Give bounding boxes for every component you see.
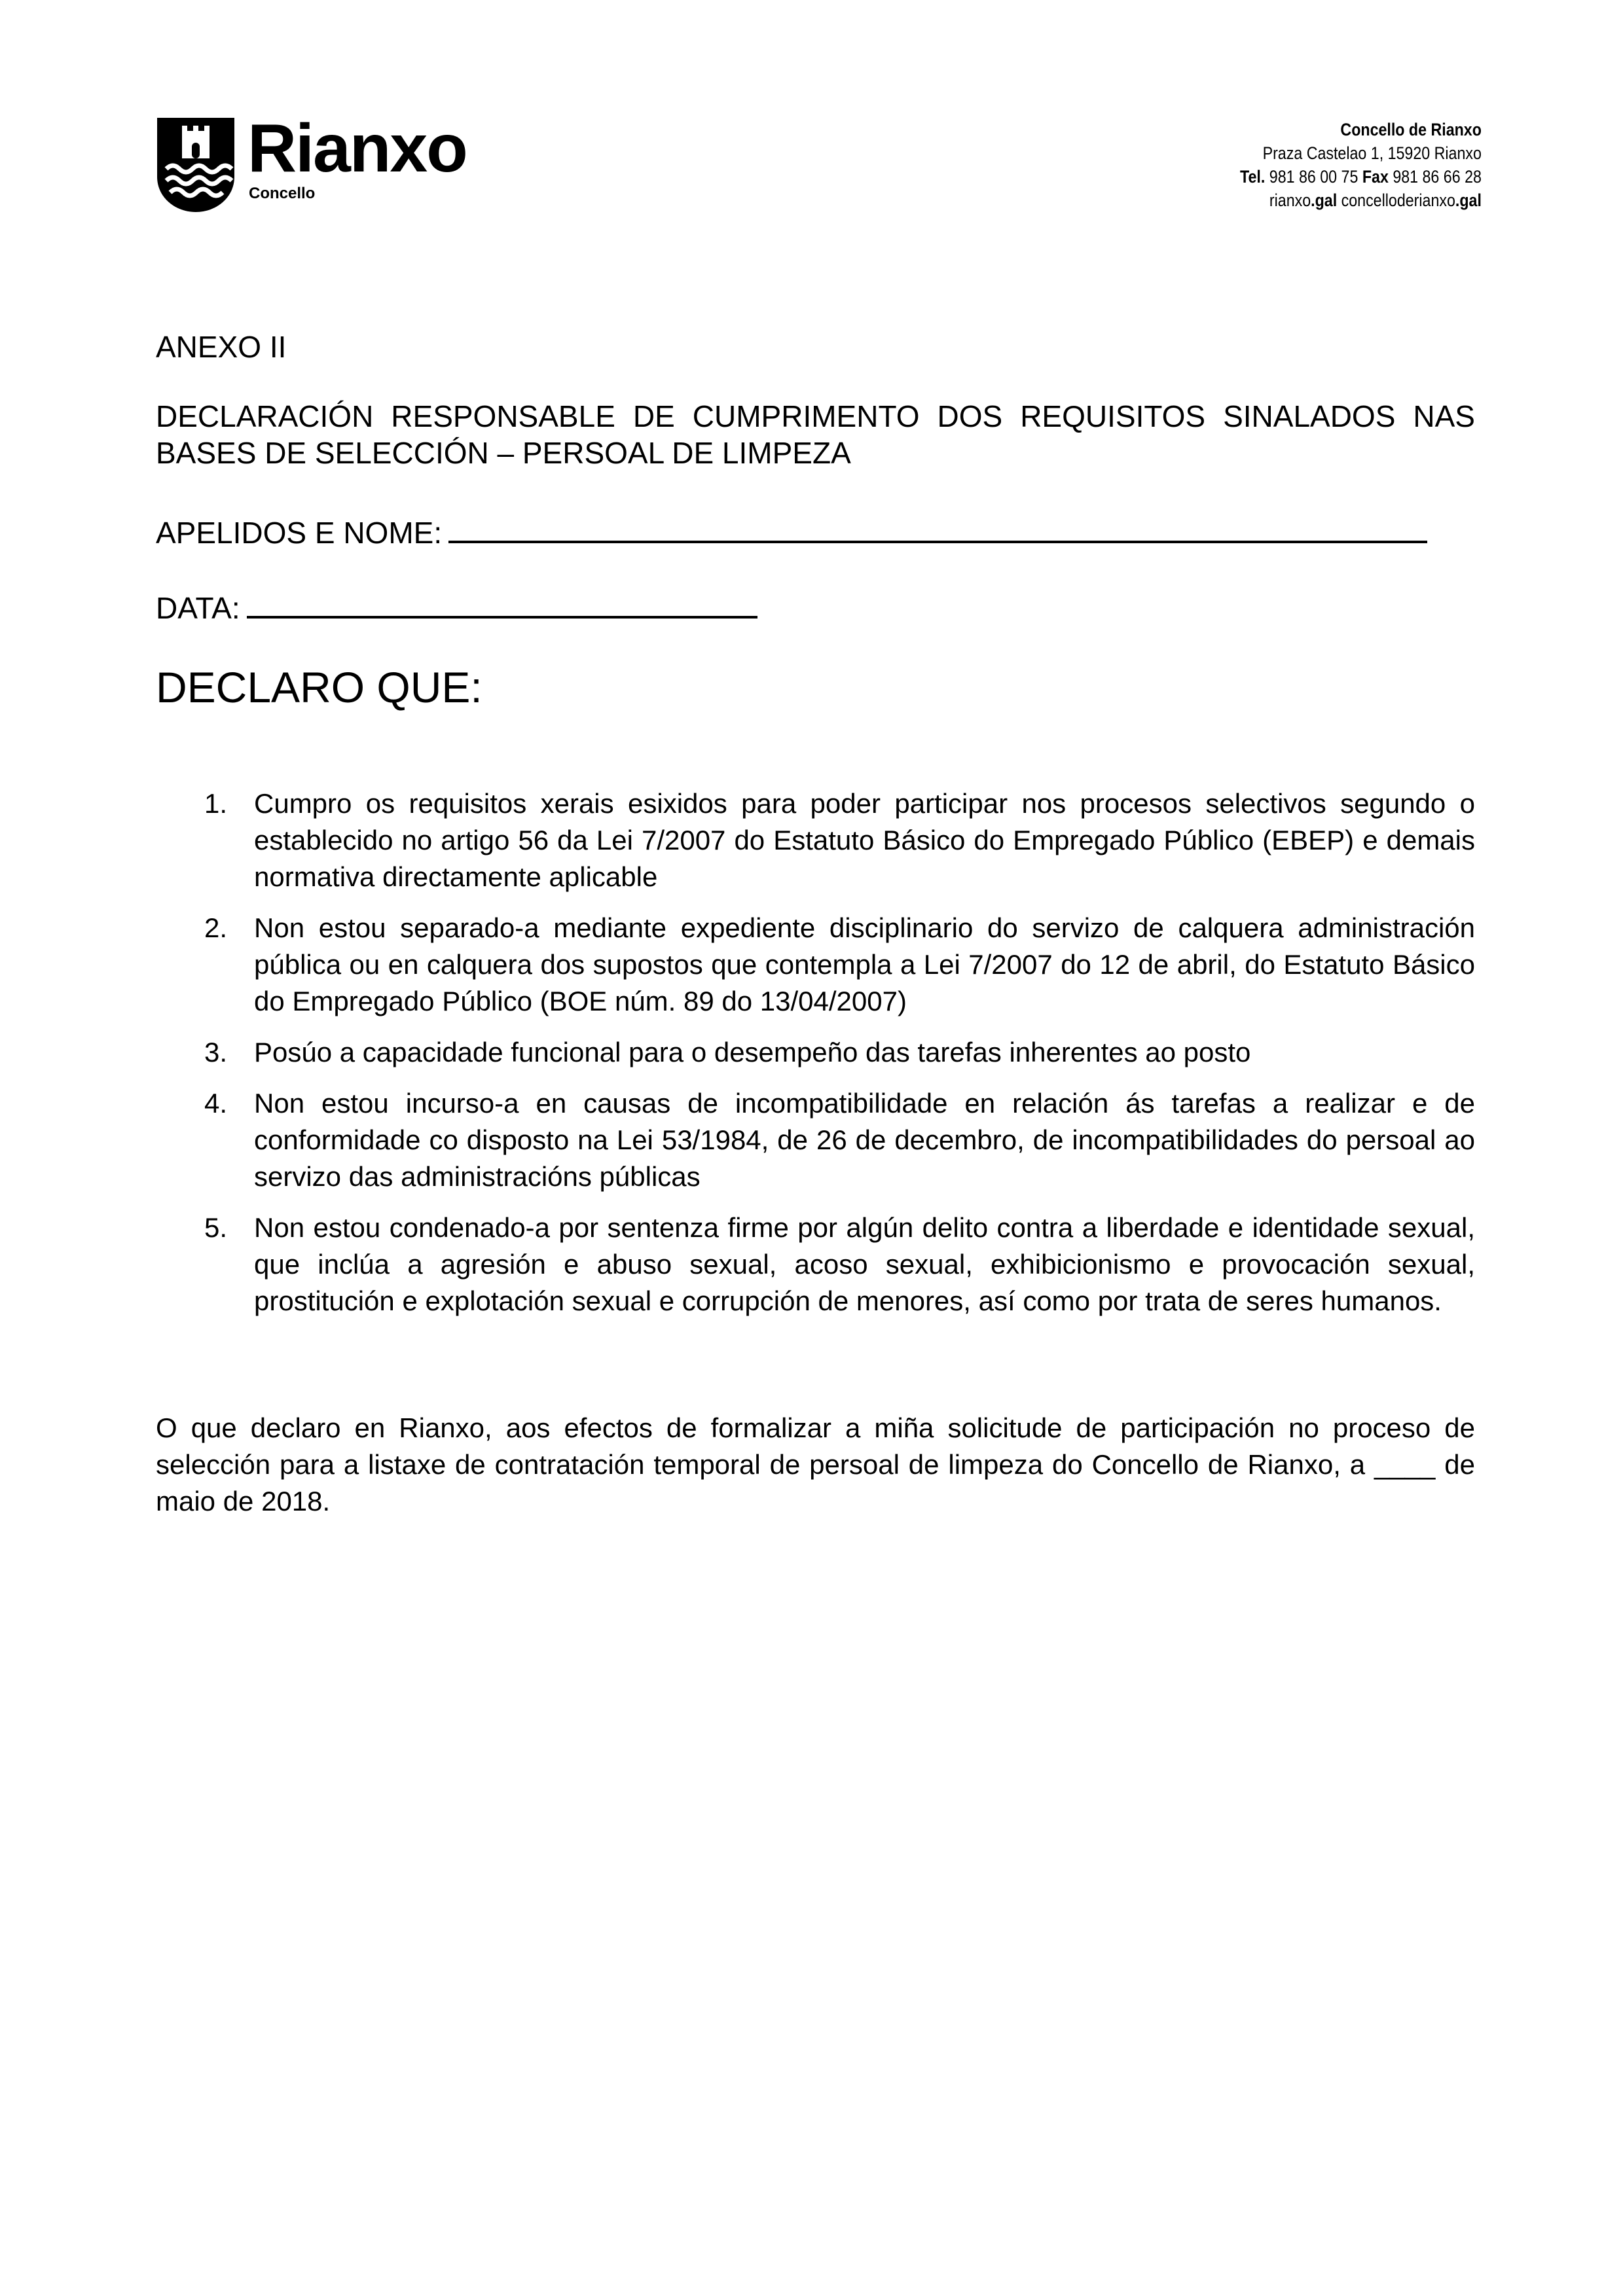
date-label: DATA: [156,591,240,625]
list-item-text: Non estou incurso-a en causas de incompatibilidade en relación ás tarefas a realizar e de conformidade co disposto na Lei 53/1984, de 26 de decembro, de incompatibilidades do persoal ao servizo das administracións públicas [254,1088,1475,1192]
declare-title: DECLARO QUE: [156,663,483,711]
list-item-text: Non estou separado-a mediante expediente disciplinario do servizo de calquera administración pública ou en calquera dos supostos que contempla a Lei 7/2007 do 12 de abril, do Estatuto Básico do Empregado Público (BOE núm. 89 do 13/04/2007) [254,912,1475,1016]
date-field [156,587,1475,626]
web2-tld: .gal [1455,190,1482,210]
logo-name: Rianxo [247,111,467,187]
date-blank-line [247,587,757,619]
list-item-number: 1. [204,788,228,819]
list-item-text: Non estou condenado-a por sentenza firme por algún delito contra a liberdade e identidade sexual, que inclúa a agresión e abuso sexual, acoso sexual, exhibicionismo e provocación sexual, prostitución e explotación sexual e corrupción de menores, así como por trata de seres humanos. [254,1212,1475,1316]
closing-paragraph: O que declaro en Rianxo, aos efectos de formalizar a miña solicitude de participación no proceso de selección para a listaxe de contratación temporal de persoal de limpeza do Concello de Rianxo, a ____ de maio de 2018. [156,1412,1475,1516]
requirements-list [196,785,1475,1334]
tel-label: Tel. [1240,167,1266,187]
contact-org: Concello de Rianxo [1340,120,1482,139]
castle-shield-icon [156,117,236,213]
list-item [196,1085,1475,1195]
list-item [196,1210,1475,1319]
list-item-number: 2. [204,912,228,943]
list-item-text: Posúo a capacidade funcional para o desempeño das tarefas inherentes ao posto [254,1037,1251,1067]
annex-title: ANEXO II [156,330,287,364]
contact-web-line [1240,188,1482,212]
tel-number: 981 86 00 75 [1269,167,1359,187]
logo-subtitle: Concello [249,185,316,202]
list-item-number: 3. [204,1037,228,1067]
list-item [196,1034,1475,1071]
list-item [196,785,1475,895]
fax-number: 981 86 66 28 [1393,167,1482,187]
concello-logo [156,111,522,215]
list-item [196,910,1475,1020]
name-label: APELIDOS E NOME: [156,516,443,550]
name-blank-line [448,512,1427,543]
list-item-text: Cumpro os requisitos xerais esixidos para poder participar nos procesos selectivos segundo o establecido no artigo 56 da Lei 7/2007 do Estatuto Básico do Empregado Público (EBEP) e demais normativa directamente aplicable [254,788,1475,892]
web2-name: concelloderianxo [1341,190,1455,210]
contact-block [1240,118,1482,212]
list-item-number: 4. [204,1088,228,1119]
document-heading: DECLARACIÓN RESPONSABLE DE CUMPRIMENTO DOS REQUISITOS SINALADOS NAS BASES DE SELECCIÓN – PERSOAL DE LIMPEZA [156,399,1475,470]
list-item-number: 5. [204,1212,228,1243]
fax-label: Fax [1362,167,1389,187]
web1-name: rianxo [1269,190,1311,210]
contact-phone-line [1240,165,1482,188]
name-field [156,512,1475,551]
web1-tld: .gal [1311,190,1338,210]
contact-address: Praza Castelao 1, 15920 Rianxo [1262,143,1482,163]
